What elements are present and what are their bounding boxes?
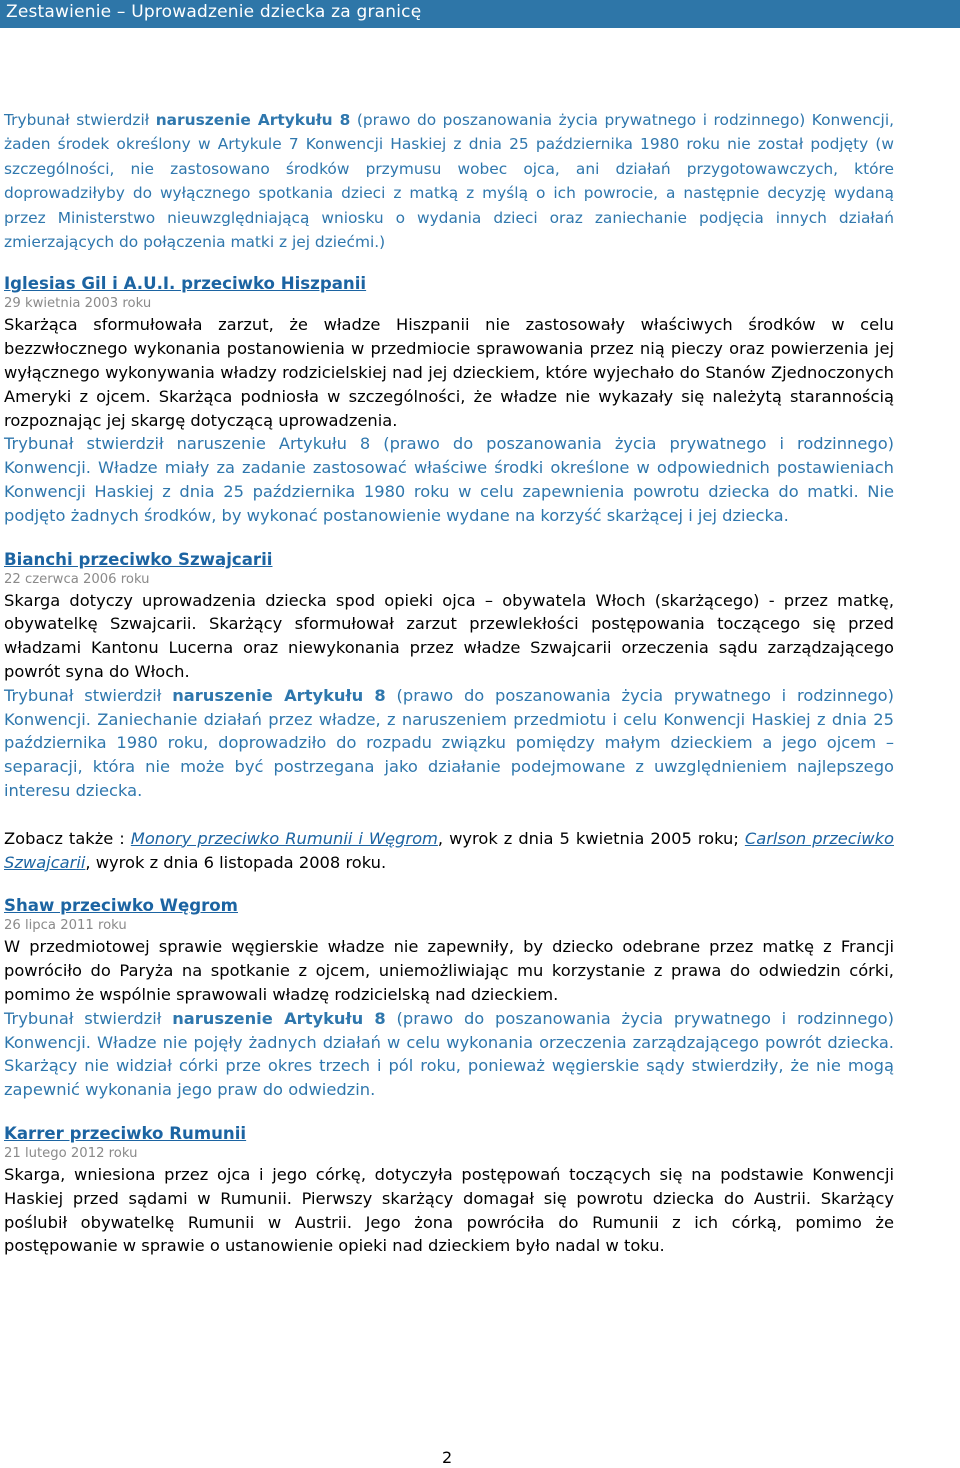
case-bianchi [4, 549, 894, 803]
intro-holding-bold: naruszenie Artykułu 8 [155, 111, 351, 129]
see-also: Zobacz także : Monory przeciwko Rumunii i Węgrom, wyrok z dnia 5 kwietnia 2005 roku; Carlson przeciwko Szwajcarii, wyrok z dnia 6 listopada 2008 roku. [4, 828, 894, 872]
case-title-link[interactable]: Iglesias Gil i A.U.I. przeciwko Hiszpanii [4, 274, 367, 294]
case-holding: Trybunał stwierdził naruszenie Artykułu 8 (prawo do poszanowania życia prywatnego i rodzinnego) Konwencji. Zaniechanie działań przez władze, z naruszeniem przedmiotu i celu Konwencji Haskiej z dnia 25 października 1980 roku, doprowadziło do rozpadu związku pomiędzy małym dzieckiem a jego ojcem – separacji, która nie może być postrzegana jako działanie podejmowane z uwzględnieniem najlepszego interesu dziecka. [4, 685, 894, 800]
document-body [4, 108, 894, 1258]
case-iglesias-gil [4, 273, 894, 527]
page-number: 2 [442, 1448, 453, 1467]
see-also-link-monory[interactable]: Monory przeciwko Rumunii i Węgrom [130, 828, 438, 848]
case-karrer [4, 1123, 894, 1258]
case-date: 21 lutego 2012 roku [4, 1145, 138, 1161]
intro-holding: Trybunał stwierdził naruszenie Artykułu 8 (prawo do poszanowania życia prywatnego i rodzinnego) Konwencji, żaden środek określony w Artykule 7 Konwencji Haskiej z dnia 25 października 1980 roku nie został podjęty (w szczególności, nie zastosowano środków przymusu wobec ojca, ani działań przygotowawczych, które doprowadziłyby do wyłącznego spotkania dzieci z matką z myślą o ich powrocie, a następnie decyzję wydaną przez Ministerstwo nieuwzględniającą wniosku o wydania dzieci oraz zaniechanie podjęcia innych działań zmierzających do połączenia matki z jej dziećmi.) [4, 111, 894, 252]
case-shaw [4, 895, 894, 1102]
case-title-link[interactable]: Shaw przeciwko Węgrom [4, 896, 238, 916]
case-title-link[interactable]: Karrer przeciwko Rumunii [4, 1123, 247, 1143]
case-holding: Trybunał stwierdził naruszenie Artykułu 8 (prawo do poszanowania życia prywatnego i rodzinnego) Konwencji. Władze miały za zadanie zastosować właściwe środki określone w odpowiednich postawieniach Konwencji Haskiej z dnia 25 października 1980 roku w celu zapewnienia powrotu dziecka do matki. Nie podjęto żadnych środków, by wykonać postanowienie wydane na korzyść skarżącej i jej dziecka. [4, 434, 895, 525]
case-holding: Trybunał stwierdził naruszenie Artykułu 8 (prawo do poszanowania życia prywatnego i rodzinnego) Konwencji. Władze nie pojęły żadnych działań w celu wykonania orzeczenia zarządzającego powrót dziecka. Skarżący nie widział córki prze okres trzech i pól roku, ponieważ węgierskie sądy stwierdziły, że nie mogą zapewnić wykonania jego praw do odwiedzin. [4, 1008, 894, 1100]
case-facts: Skarżąca sformułowała zarzut, że władze Hiszpanii nie zastosowały właściwych środków w celu bezzwłocznego wykonania postanowienia w przedmiocie sprawowania przez nią pieczy oraz powierzenia jej wyłącznego wykonywania władzy rodzicielskiej nad jej dzieckiem, które wyjechało do Stanów Zjednoczonych Ameryki z ojcem. Skarżąca podniosła w szczególności, że władze nie wykazały się należytą starannością rozpoznając jej skargę dotyczącą uprowadzenia. [4, 315, 894, 430]
case-facts: Skarga, wniesiona przez ojca i jego córkę, dotyczyła postępowań toczących się na podstawie Konwencji Haskiej przed sądami w Rumunii. Pierwszy skarżący domagał się powrotu dziecka do Austrii. Skarżący poślubił obywatelkę Rumunii w Austrii. Jego żona powróciła do Rumunii z ich córką, pomimo że postępowanie w sprawie o ustanowienie opieki nad dzieckiem było nadal w toku. [4, 1164, 894, 1256]
case-facts: Skarga dotyczy uprowadzenia dziecka spod opieki ojca – obywatela Włoch (skarżącego) - przez matkę, obywatelkę Szwajcarii. Skarżący sformułował zarzut przewlekłości postępowania toczącego się przed władzami Kantonu Lucerna oraz niewykonania przez władze Szwajcarii orzeczenia sądu zarządzającego powrót syna do Włoch. [4, 590, 894, 681]
case-date: 22 czerwca 2006 roku [4, 571, 150, 587]
document-title: Zestawienie – Uprowadzenie dziecka za granicę [6, 2, 422, 22]
case-date: 26 lipca 2011 roku [4, 918, 127, 934]
case-title-link[interactable]: Bianchi przeciwko Szwajcarii [4, 549, 273, 569]
case-facts: W przedmiotowej sprawie węgierskie władze nie zapewniły, by dziecko odebrane przez matkę z Francji powróciło do Paryża na spotkanie z ojcem, uniemożliwiając mu korzystanie z prawa do odwiedzin córki, pomimo że wspólnie sprawowali władzę rodzicielską nad dzieckiem. [4, 937, 894, 1004]
case-date: 29 kwietnia 2003 roku [4, 296, 152, 312]
see-also-link-carlson[interactable]: Carlson przeciwko Szwajcarii [4, 828, 894, 872]
header-bar [0, 0, 960, 28]
